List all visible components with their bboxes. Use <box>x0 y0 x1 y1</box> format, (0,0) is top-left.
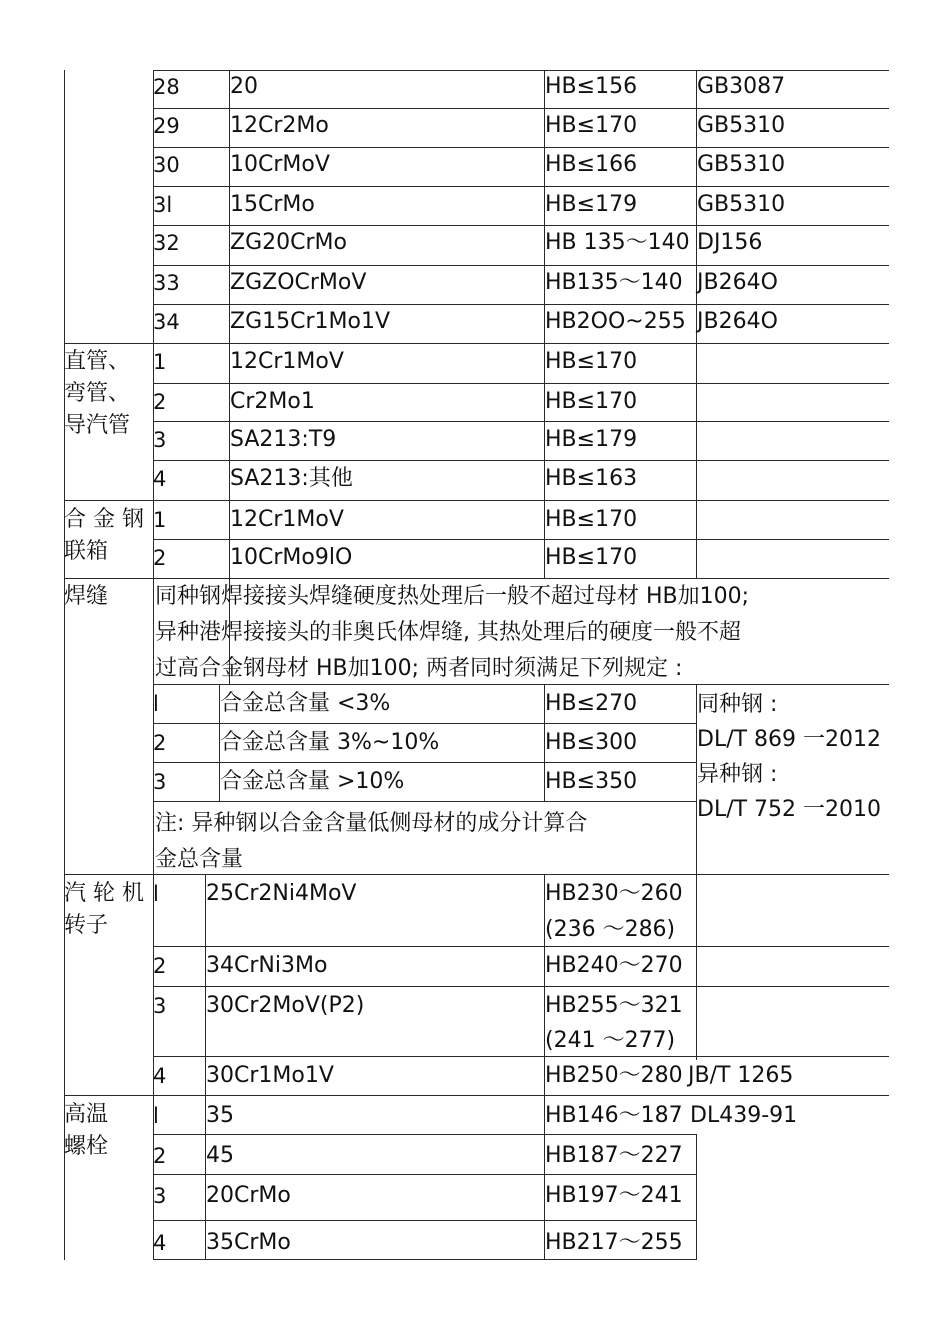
material-cell: ZGZOCrMoV <box>230 270 367 295</box>
row-number: 4 <box>153 1231 167 1255</box>
material-cell: 15CrMo <box>230 192 315 217</box>
material-cell: 10CrMoV <box>230 152 330 177</box>
hardness-cell: HB≤170 <box>545 545 638 570</box>
hardness-cell: HB≤170 <box>545 113 638 138</box>
material-cell: ZG15Cr1Mo1V <box>230 309 391 334</box>
hardness-cell: HB240～270 <box>545 953 683 978</box>
hardness-cell: HB255～321 <box>545 993 683 1018</box>
hardness-cell: HB2OO~255 <box>545 309 686 334</box>
table-border <box>153 304 889 305</box>
table-border <box>153 421 889 422</box>
table-border <box>153 265 889 266</box>
hardness-cell: HB197～241 <box>545 1183 683 1208</box>
table-border <box>153 539 889 540</box>
row-number: 29 <box>153 114 180 138</box>
hardness-cell: HB250～280 <box>545 1063 683 1088</box>
hardness-cell: HB≤166 <box>545 152 638 177</box>
material-cell: 34CrNi3Mo <box>206 953 328 978</box>
table-border <box>153 108 889 109</box>
row-number: 3l <box>153 193 173 217</box>
group-label: 直管、 弯管、 导汽管 <box>64 349 131 438</box>
material-cell: 12Cr1MoV <box>230 349 344 374</box>
table-border <box>153 801 696 802</box>
table-border <box>153 946 889 947</box>
table-border <box>153 70 889 71</box>
alloy-content-cell: 合金总含量 3%~10% <box>220 730 440 755</box>
weld-note: 注: 异种钢以合金含量低侧母材的成分计算合 金总含量 <box>155 811 588 872</box>
table-border <box>153 986 889 987</box>
table-border <box>153 723 696 724</box>
hardness-cell: HB≤170 <box>545 349 638 374</box>
hardness-cell: HB≤170 <box>545 389 638 414</box>
alloy-content-cell: 合金总含量 >10% <box>220 769 405 794</box>
standard-cell: GB5310 <box>697 113 786 138</box>
material-cell: ZG20CrMo <box>230 230 347 255</box>
alloy-content-cell: 合金总含量 <3% <box>220 691 391 716</box>
table-border <box>153 1056 889 1057</box>
hardness-cell: HB≤179 <box>545 192 638 217</box>
hardness-cell: HB217～255 <box>545 1230 683 1255</box>
table-border <box>153 1220 696 1221</box>
material-cell: 25Cr2Ni4MoV <box>206 881 357 906</box>
row-number: 30 <box>153 153 180 177</box>
hardness-cell: HB≤270 <box>545 691 638 716</box>
table-border <box>153 147 889 148</box>
table-border <box>696 874 697 1060</box>
row-number: l <box>153 1104 159 1128</box>
table-border <box>696 1134 697 1260</box>
hardness-cell: HB≤170 <box>545 507 638 532</box>
table-border <box>64 500 889 501</box>
row-number: 4 <box>153 467 167 491</box>
hardness-cell: HB≤156 <box>545 74 638 99</box>
row-number: l <box>153 882 159 906</box>
weld-rule-text: 异种港焊接接头的非奥氏体焊缝, 其热处理后的硬度一般不超 <box>155 620 741 645</box>
weld-rule-text: 同种钢焊接接头焊缝硬度热处理后一般不超过母材 HB加100; <box>155 584 750 609</box>
row-number: 2 <box>153 731 167 755</box>
hardness-cell: HB≤163 <box>545 466 638 491</box>
standard-cell: GB3087 <box>697 74 786 99</box>
hardness-cell: HB146～187 <box>545 1103 683 1128</box>
standard-cell: GB5310 <box>697 152 786 177</box>
standard-cell: DL439-91 <box>690 1103 798 1128</box>
table-border <box>153 1259 696 1260</box>
hardness-cell: HB≤350 <box>545 769 638 794</box>
table-border <box>153 186 889 187</box>
row-number: 1 <box>153 350 167 374</box>
row-number: 3 <box>153 428 167 452</box>
table-border <box>153 460 889 461</box>
hardness-range-cell: (236 ～286) <box>545 917 676 942</box>
table-border <box>64 70 65 1260</box>
standard-cell: DJ156 <box>697 230 763 255</box>
row-number: 34 <box>153 310 180 334</box>
hardness-cell: HB135～140 <box>545 270 683 295</box>
material-cell: 35 <box>206 1103 234 1128</box>
standard-cell: GB5310 <box>697 192 786 217</box>
row-number: 2 <box>153 390 167 414</box>
hardness-cell: HB≤179 <box>545 427 638 452</box>
row-number: 33 <box>153 271 180 295</box>
group-label: 汽 轮 机 转子 <box>64 881 144 938</box>
material-cell: 20 <box>230 74 258 99</box>
table-border <box>64 343 889 344</box>
table-border <box>64 1095 889 1096</box>
material-cell: 30Cr1Mo1V <box>206 1063 334 1088</box>
hardness-cell: HB 135～140 <box>545 230 690 255</box>
row-number: 28 <box>153 75 180 99</box>
table-border <box>153 1134 696 1135</box>
row-number: 32 <box>153 231 180 255</box>
material-cell: 35CrMo <box>206 1230 291 1255</box>
weld-standards: 同种钢 : DL/T 869 一2012 异种钢 : DL/T 752 一2010 <box>697 692 882 822</box>
row-number: l <box>153 692 159 716</box>
material-cell: 10CrMo9lO <box>230 545 353 570</box>
group-label: 合 金 钢 联箱 <box>64 507 144 564</box>
table-border <box>153 1174 696 1175</box>
material-cell: 20CrMo <box>206 1183 291 1208</box>
hardness-cell: HB≤300 <box>545 730 638 755</box>
material-cell: SA213:T9 <box>230 427 337 452</box>
hardness-cell: HB230～260 <box>545 881 683 906</box>
group-label: 高温 螺栓 <box>64 1102 109 1159</box>
table-border <box>153 383 889 384</box>
standard-cell: JB264O <box>697 270 778 295</box>
row-number: 1 <box>153 508 167 532</box>
standard-cell: JB/T 1265 <box>688 1063 794 1088</box>
group-label: 焊缝 <box>64 584 109 609</box>
weld-rule-text: 过高合金钢母材 HB加100; 两者同时须满足下列规定 : <box>155 656 683 681</box>
material-cell: 12Cr1MoV <box>230 507 344 532</box>
table-border <box>153 762 696 763</box>
material-cell: SA213:其他 <box>230 466 353 491</box>
hardness-cell: HB187～227 <box>545 1143 683 1168</box>
row-number: 2 <box>153 1144 167 1168</box>
table-border <box>153 225 889 226</box>
row-number: 3 <box>153 1184 167 1208</box>
row-number: 2 <box>153 546 167 570</box>
row-number: 3 <box>153 770 167 794</box>
material-cell: 12Cr2Mo <box>230 113 329 138</box>
hardness-range-cell: (241 ～277) <box>545 1028 676 1053</box>
row-number: 2 <box>153 954 167 978</box>
material-cell: Cr2Mo1 <box>230 389 315 414</box>
standard-cell: JB264O <box>697 309 778 334</box>
row-number: 4 <box>153 1064 167 1088</box>
material-cell: 30Cr2MoV(P2) <box>206 993 365 1018</box>
row-number: 3 <box>153 994 167 1018</box>
material-cell: 45 <box>206 1143 234 1168</box>
